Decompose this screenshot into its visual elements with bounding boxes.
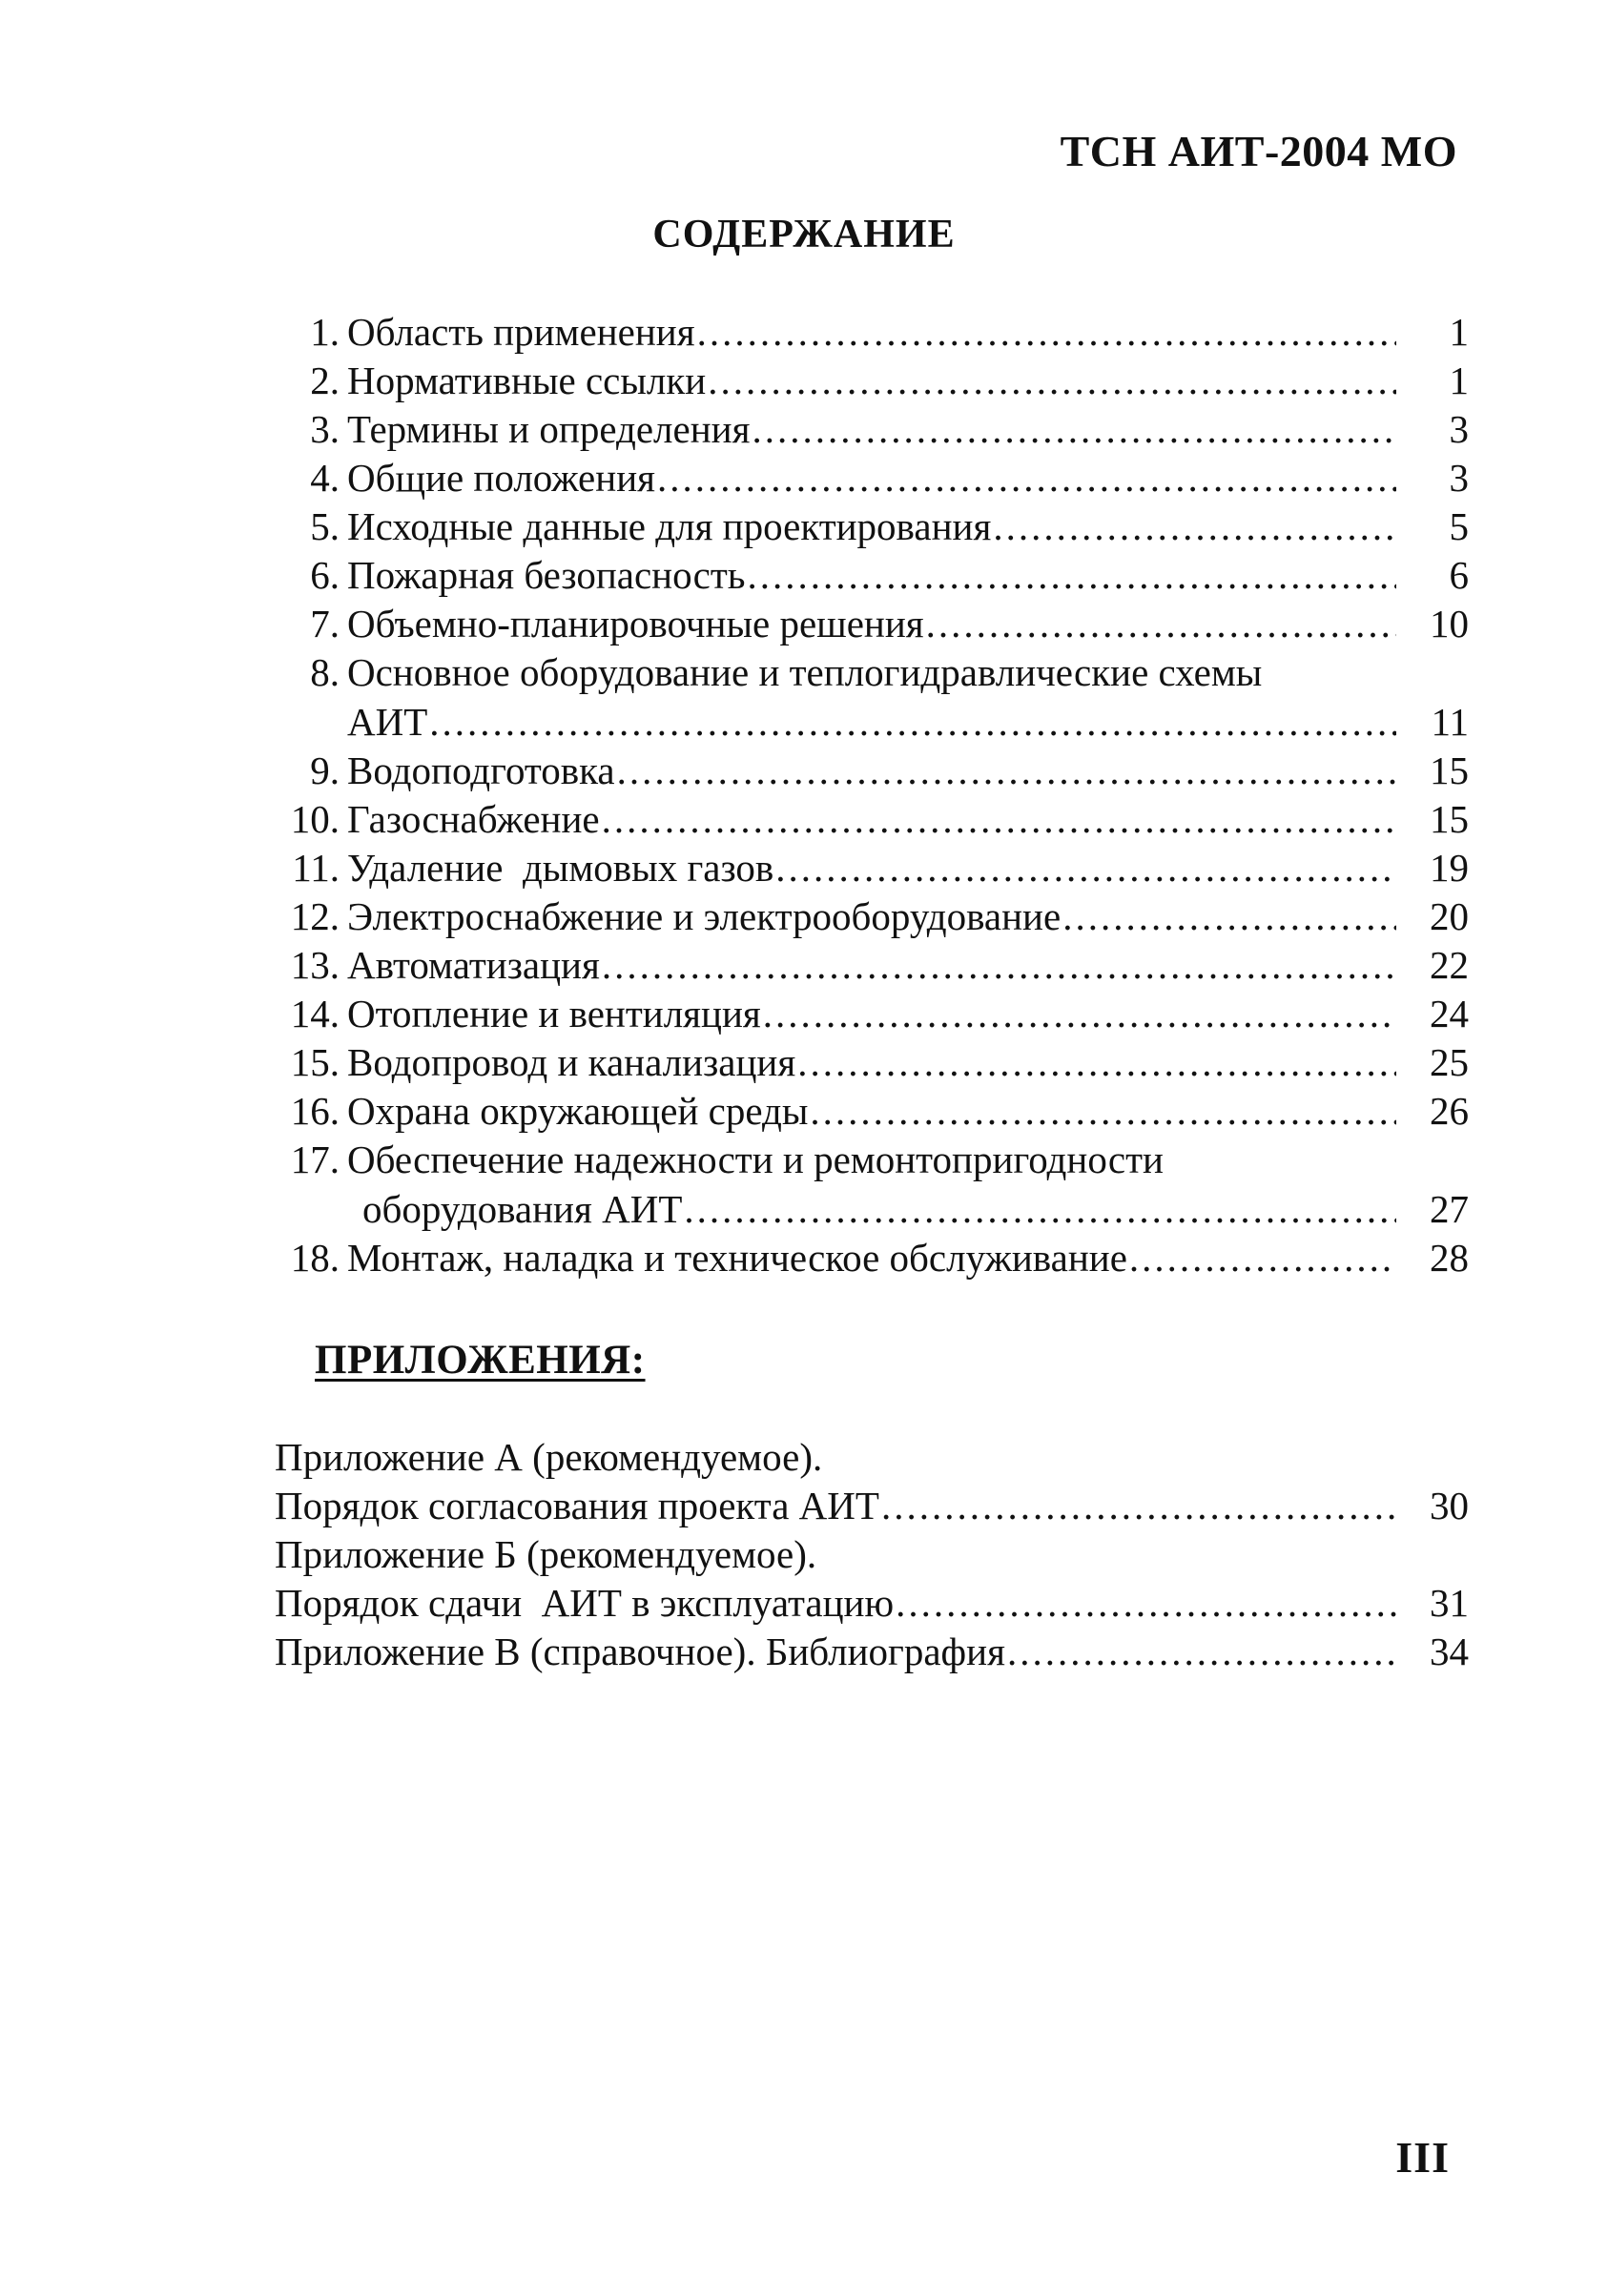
dot-leader <box>752 406 1396 452</box>
toc-item-1[interactable] <box>258 309 1469 358</box>
toc-page-number: 1 <box>1449 359 1469 402</box>
appendices-list <box>275 1434 1469 1677</box>
toc-title: Отопление и вентиляция <box>347 992 761 1035</box>
toc-item-8-continued[interactable] <box>258 699 1469 748</box>
toc-title-continuation: АИТ <box>347 700 428 744</box>
toc-number: 13. <box>290 943 340 987</box>
document-code: ТСН АИТ-2004 МО <box>1060 127 1457 175</box>
dot-leader <box>602 796 1396 842</box>
toc-page-number: 6 <box>1449 553 1469 597</box>
toc-item-7[interactable] <box>258 601 1469 649</box>
toc-title-continuation: оборудования АИТ <box>362 1187 683 1231</box>
toc-item-16[interactable] <box>258 1088 1469 1137</box>
toc-item-11[interactable] <box>258 845 1469 893</box>
dot-leader <box>617 748 1396 793</box>
toc-page-number: 15 <box>1430 797 1469 841</box>
dot-leader <box>1007 1629 1396 1674</box>
dot-leader <box>993 503 1396 549</box>
toc-page-number: 26 <box>1430 1089 1469 1133</box>
dot-leader <box>775 845 1396 891</box>
appendix-b-title[interactable] <box>275 1531 1469 1580</box>
dot-leader <box>881 1483 1396 1528</box>
toc-page-number: 22 <box>1430 943 1469 987</box>
dot-leader <box>684 1186 1396 1232</box>
toc-title: Газоснабжение <box>347 797 600 841</box>
toc-number: 6. <box>310 553 340 597</box>
toc-page-number: 27 <box>1430 1187 1469 1231</box>
toc-number: 11. <box>292 846 340 890</box>
toc-item-17[interactable] <box>258 1137 1469 1186</box>
toc-page-number: 11 <box>1431 700 1469 744</box>
toc-title: Пожарная безопасность <box>347 553 746 597</box>
appendix-title: Приложение А (рекомендуемое). <box>275 1435 823 1479</box>
appendix-text: Порядок сдачи АИТ в эксплуатацию <box>275 1581 895 1625</box>
toc-number: 5. <box>310 504 340 548</box>
toc-number: 4. <box>310 456 340 500</box>
toc-title: Основное оборудование и теплогидравлические схемы <box>347 650 1263 694</box>
dot-leader <box>1062 893 1396 939</box>
appendix-text: Приложение В (справочное). Библиография <box>275 1630 1005 1673</box>
toc-page-number: 3 <box>1449 407 1469 451</box>
toc-item-14[interactable] <box>258 991 1469 1039</box>
dot-leader <box>926 601 1396 646</box>
dot-leader <box>1129 1235 1396 1281</box>
toc-item-6[interactable] <box>258 552 1469 601</box>
appendix-page-number: 31 <box>1430 1581 1469 1625</box>
toc-number: 14. <box>290 992 340 1035</box>
toc-page-number: 10 <box>1430 602 1469 646</box>
toc-item-8[interactable] <box>258 649 1469 699</box>
toc-item-10[interactable] <box>258 796 1469 845</box>
toc-title: Обеспечение надежности и ремонтопригодности <box>347 1138 1164 1181</box>
appendix-text: Порядок согласования проекта АИТ <box>275 1484 879 1527</box>
toc-item-9[interactable] <box>258 748 1469 796</box>
toc-title: Общие положения <box>347 456 655 500</box>
toc-number: 2. <box>310 359 340 402</box>
appendix-title: Приложение Б (рекомендуемое). <box>275 1532 817 1576</box>
toc-number: 15. <box>290 1040 340 1084</box>
page-number: III <box>1395 2133 1450 2182</box>
toc-item-3[interactable] <box>258 406 1469 455</box>
toc-page-number: 5 <box>1449 504 1469 548</box>
toc-item-17-continued[interactable] <box>258 1186 1469 1235</box>
dot-leader <box>797 1039 1396 1085</box>
toc-number: 12. <box>290 894 340 938</box>
toc-title: Электроснабжение и электрооборудование <box>347 894 1062 938</box>
toc-page-number: 19 <box>1430 846 1469 890</box>
toc-number: 3. <box>310 407 340 451</box>
dot-leader <box>602 942 1396 988</box>
toc-item-2[interactable] <box>258 358 1469 406</box>
toc-number: 8. <box>310 650 340 694</box>
dot-leader <box>747 552 1396 598</box>
toc-title: Удаление дымовых газов <box>347 846 774 890</box>
dot-leader <box>657 455 1396 501</box>
toc-item-4[interactable] <box>258 455 1469 503</box>
toc-page-number: 25 <box>1430 1040 1469 1084</box>
toc-page-number: 15 <box>1430 748 1469 792</box>
toc-page-number: 3 <box>1449 456 1469 500</box>
toc-title: Водоподготовка <box>347 748 615 792</box>
table-of-contents <box>258 309 1469 1283</box>
toc-title: Объемно-планировочные решения <box>347 602 924 646</box>
appendix-a-title[interactable] <box>275 1434 1469 1483</box>
dot-leader <box>708 358 1396 403</box>
dot-leader <box>810 1088 1396 1134</box>
toc-number: 10. <box>290 797 340 841</box>
toc-page-number: 1 <box>1449 310 1469 354</box>
dot-leader <box>697 309 1396 355</box>
toc-number: 1. <box>310 310 340 354</box>
toc-item-5[interactable] <box>258 503 1469 552</box>
appendix-page-number: 34 <box>1430 1630 1469 1673</box>
toc-number: 7. <box>310 602 340 646</box>
toc-page-number: 20 <box>1430 894 1469 938</box>
toc-title: Нормативные ссылки <box>347 359 707 402</box>
dot-leader <box>763 991 1396 1036</box>
toc-title: Область применения <box>347 310 695 354</box>
toc-title: Термины и определения <box>347 407 751 451</box>
toc-title: Автоматизация <box>347 943 600 987</box>
appendix-c[interactable] <box>275 1629 1469 1677</box>
toc-number: 17. <box>290 1138 340 1181</box>
toc-number: 18. <box>290 1236 340 1280</box>
dot-leader <box>896 1580 1396 1626</box>
appendix-page-number: 30 <box>1430 1484 1469 1527</box>
toc-item-18[interactable] <box>258 1235 1469 1283</box>
toc-title: Исходные данные для проектирования <box>347 504 992 548</box>
appendix-b[interactable] <box>275 1580 1469 1629</box>
dot-leader <box>429 699 1396 745</box>
toc-item-15[interactable] <box>258 1039 1469 1088</box>
toc-title: Водопровод и канализация <box>347 1040 796 1084</box>
toc-item-13[interactable] <box>258 942 1469 991</box>
toc-number: 9. <box>310 748 340 792</box>
toc-title: Охрана окружающей среды <box>347 1089 809 1133</box>
appendix-a[interactable] <box>275 1483 1469 1531</box>
toc-page-number: 28 <box>1430 1236 1469 1280</box>
toc-page-number: 24 <box>1430 992 1469 1035</box>
appendices-heading: ПРИЛОЖЕНИЯ: <box>315 1338 646 1383</box>
toc-title: Монтаж, наладка и техническое обслуживание <box>347 1236 1127 1280</box>
toc-item-12[interactable] <box>258 893 1469 942</box>
toc-number: 16. <box>290 1089 340 1133</box>
page-title: СОДЕРЖАНИЕ <box>652 213 956 256</box>
